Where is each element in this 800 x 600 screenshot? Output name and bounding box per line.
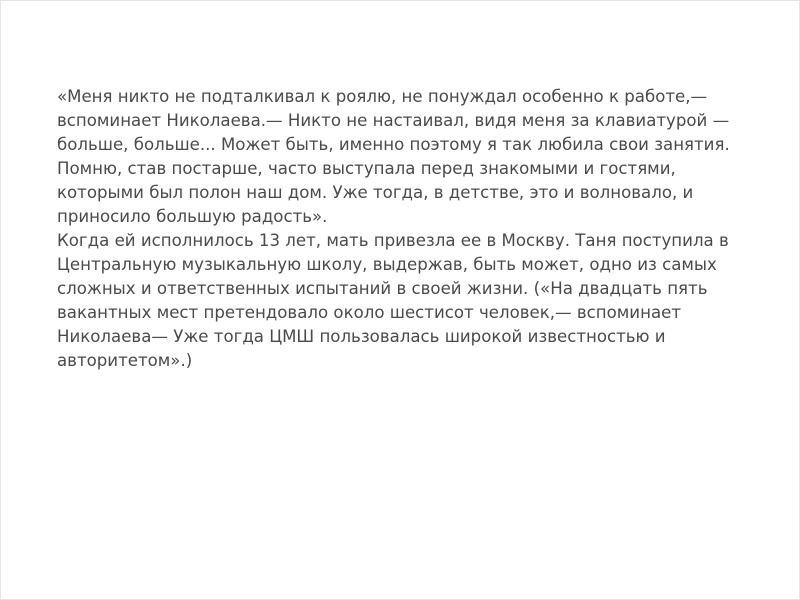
text-line: вспоминает Николаева.— Никто не настаивал, видя меня за клавиатурой — bbox=[57, 111, 730, 130]
text-line: больше, больше... Может быть, именно поэтому я так любила свои занятия. bbox=[57, 135, 730, 154]
text-line: «Меня никто не подталкивал к роялю, не понуждал особенно к работе,— bbox=[57, 87, 708, 106]
text-line: приносило большую радость». bbox=[57, 207, 328, 226]
text-line: Помню, став постарше, часто выступала перед знакомыми и гостями, bbox=[57, 159, 676, 178]
text-line: Центральную музыкальную школу, выдержав, быть может, одно из самых bbox=[57, 255, 717, 274]
text-line: вакантных мест претендовало около шестисот человек,— вспоминает bbox=[57, 303, 681, 322]
text-line: авторитетом».) bbox=[57, 351, 193, 370]
text-line: которыми был полон наш дом. Уже тогда, в детстве, это и волновало, и bbox=[57, 183, 694, 202]
slide-text-body bbox=[57, 85, 769, 373]
text-line: сложных и ответственных испытаний в своей жизни. («На двадцать пять bbox=[57, 279, 708, 298]
text-line: Когда ей исполнилось 13 лет, мать привезла ее в Москву. Таня поступила в bbox=[57, 231, 729, 250]
text-line: Николаева— Уже тогда ЦМШ пользовалась широкой известностью и bbox=[57, 327, 666, 346]
